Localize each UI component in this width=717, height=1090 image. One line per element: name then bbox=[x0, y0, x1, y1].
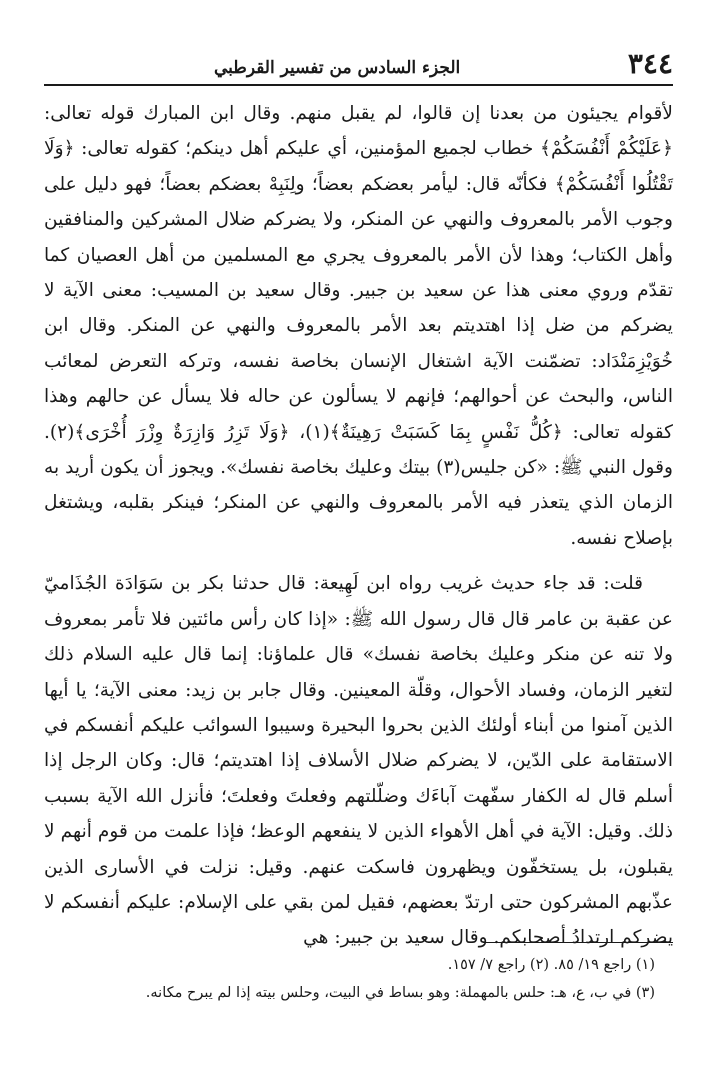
page-header bbox=[44, 47, 673, 86]
footnote-divider bbox=[483, 942, 673, 943]
footnote-line-2: (٣) في ب، ع، هـ: حلس بالمهملة: وهو بساط في البيت، وحلس بيته إذا لم يبرح مكانه. bbox=[145, 985, 655, 1001]
footnote-line-1: (١) راجع ١٩/ ٨٥. (٢) راجع ٧/ ١٥٧. bbox=[447, 957, 655, 973]
page-number: ٣٤٤ bbox=[627, 47, 673, 80]
body-text bbox=[44, 96, 673, 956]
paragraph-2: قلت: قد جاء حديث غريب رواه ابن لَهِيعة: قال حدثنا بكر بن سَوَادَة الجُذَاميّ عن عقبة بن عامر قال قال رسول الله ﷺ: «إذا كان رأس مائتين فلا تأمر بمعروف ولا تنه عن منكر وعليك بخاصة نفسك» قال علماؤنا: إنما قال عليه السلام ذلك لتغير الزمان، وفساد الأحوال، وقلّة المعينين. وقال جابر بن زيد: معنى الآية؛ يا أيها الذين آمنوا من أبناء أولئك الذين بحروا البحيرة وسيبوا السوائب عليكم أنفسكم في الاستقامة على الدّين، لا يضركم ضلال الأسلاف إذا اهتديتم؛ قال: وكان الرجل إذا أسلم قال له الكفار سفّهت آباءَك وضلّلتهم وفعلتَ وفعلتَ؛ فأنزل الله الآية بسبب ذلك. وقيل: الآية في أهل الأهواء الذين لا ينفعهم الوعظ؛ فإذا علمت من قوم أنهم لا يقبلون، بل يستخفّون ويظهرون فاسكت عنهم. وقيل: نزلت في الأسارى الذين عذّبهم المشركون حتى ارتدّ بعضهم، فقيل لمن بقي على الإسلام: عليكم أنفسكم لا يضركم ارتدادُ أصحابكم. وقال سعيد بن جبير: هي bbox=[44, 573, 673, 949]
footnotes bbox=[44, 942, 673, 1007]
paragraph-1: لأقوام يجيئون من بعدنا إن قالوا، لم يقبل منهم. وقال ابن المبارك قوله تعالى: ﴿عَلَيْكُمْ أَنْفُسَكُمْ﴾ خطاب لجميع المؤمنين، أي عليكم أهل دينكم؛ كقوله تعالى: ﴿وَلَا تَقْتُلُوا أَنْفُسَكُمْ﴾ فكأنّه قال: ليأمر بعضكم بعضاً؛ ولِنَبِهْ بعضكم بعضاً؛ فهو دليل على وجوب الأمر بالمعروف والنهي عن المنكر، ولا يضركم ضلال المشركين والمنافقين وأهل الكتاب؛ وهذا لأن الأمر بالمعروف يجري مع المسلمين من أهل العصيان كما تقدّم وروي معنى هذا عن سعيد بن جبير. وقال سعيد بن المسيب: معنى الآية لا يضركم من ضل إذا اهتديتم بعد الأمر بالمعروف والنهي عن المنكر. وقال ابن خُوَيْزِمَنْدَاد: تضمّنت الآية اشتغال الإنسان بخاصة نفسه، وتركه التعرض لمعائب الناس، والبحث عن أحوالهم؛ فإنهم لا يسألون عن حاله فلا يسأل عن حالهم وهذا كقوله تعالى: ﴿كُلُّ نَفْسٍ بِمَا كَسَبَتْ رَهِينَةٌ﴾(١)، ﴿وَلَا تَزِرُ وَازِرَةٌ وِزْرَ أُخْرَى﴾(٢). وقول النبي ﷺ: «كن جليس(٣) بيتك وعليك بخاصة نفسك». ويجوز أن يكون أريد به الزمان الذي يتعذر فيه الأمر بالمعروف والنهي عن المنكر؛ فينكر بقلبه، ويشتغل بإصلاح نفسه. bbox=[44, 103, 673, 549]
running-title: الجزء السادس من تفسير القرطبي bbox=[214, 58, 461, 78]
